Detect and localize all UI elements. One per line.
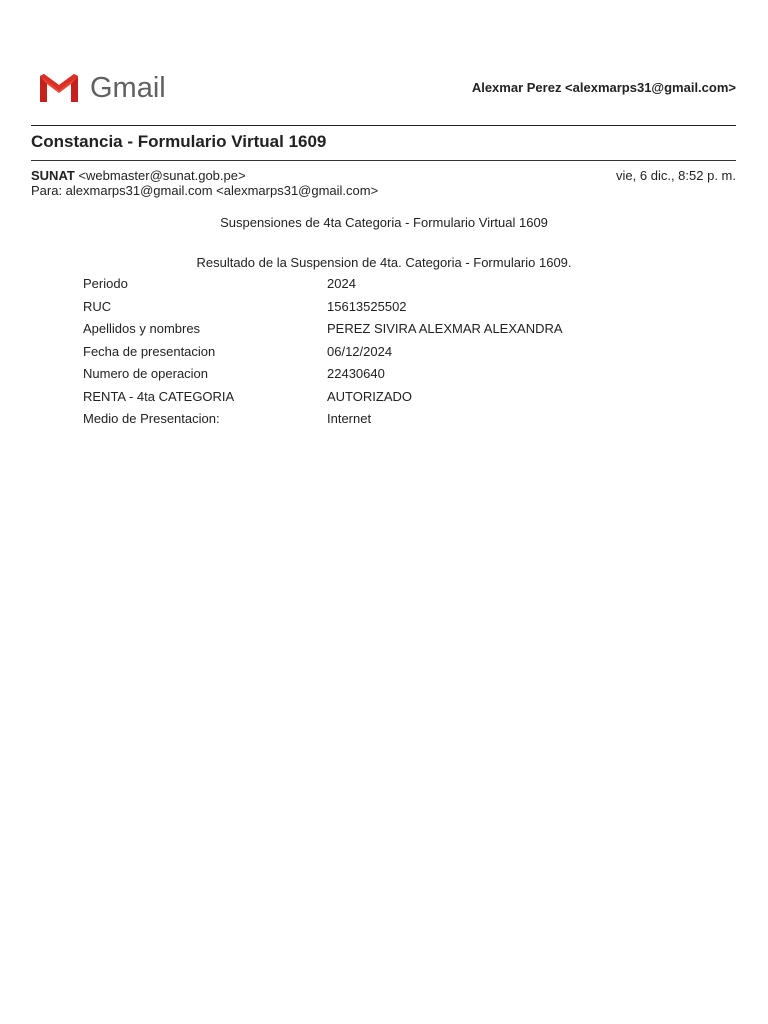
row-value: 06/12/2024 — [327, 343, 393, 359]
email-subject: Constancia - Formulario Virtual 1609 — [31, 132, 327, 151]
gmail-wordmark: Gmail — [90, 72, 166, 104]
gmail-m-icon — [37, 72, 81, 104]
row-label: Fecha de presentacion — [83, 343, 216, 359]
row-label: RENTA - 4ta CATEGORIA — [83, 388, 235, 404]
row-label: RUC — [83, 298, 112, 314]
sender-address: <webmaster@sunat.gob.pe> — [78, 168, 246, 183]
row-label: Numero de operacion — [83, 366, 209, 381]
row-value: PEREZ SIVIRA ALEXMAR ALEXANDRA — [327, 321, 563, 336]
gmail-logo — [37, 68, 166, 108]
row-label: Periodo — [83, 276, 128, 291]
row-value: 2024 — [327, 276, 356, 291]
email-date: vie, 6 dic., 8:52 p. m. — [616, 168, 736, 183]
sender-name: SUNAT — [31, 168, 75, 183]
row-value: 15613525502 — [327, 298, 407, 314]
row-value: Internet — [327, 411, 372, 426]
row-label: Apellidos y nombres — [83, 321, 201, 336]
result-title: Resultado de la Suspension de 4ta. Categoria - Formulario 1609. — [196, 255, 572, 270]
sender-line — [31, 168, 246, 183]
top-divider — [31, 125, 736, 126]
row-value: 22430640 — [327, 366, 385, 381]
body-heading: Suspensiones de 4ta Categoria - Formulario Virtual 1609 — [220, 215, 548, 230]
row-label: Medio de Presentacion: — [83, 411, 220, 426]
recipient-line: Para: alexmarps31@gmail.com <alexmarps31@gmail.com> — [31, 183, 379, 198]
print-header — [31, 66, 736, 110]
subject-divider — [31, 160, 736, 161]
row-value: AUTORIZADO — [327, 388, 412, 404]
account-email: Alexmar Perez <alexmarps31@gmail.com> — [471, 80, 736, 95]
